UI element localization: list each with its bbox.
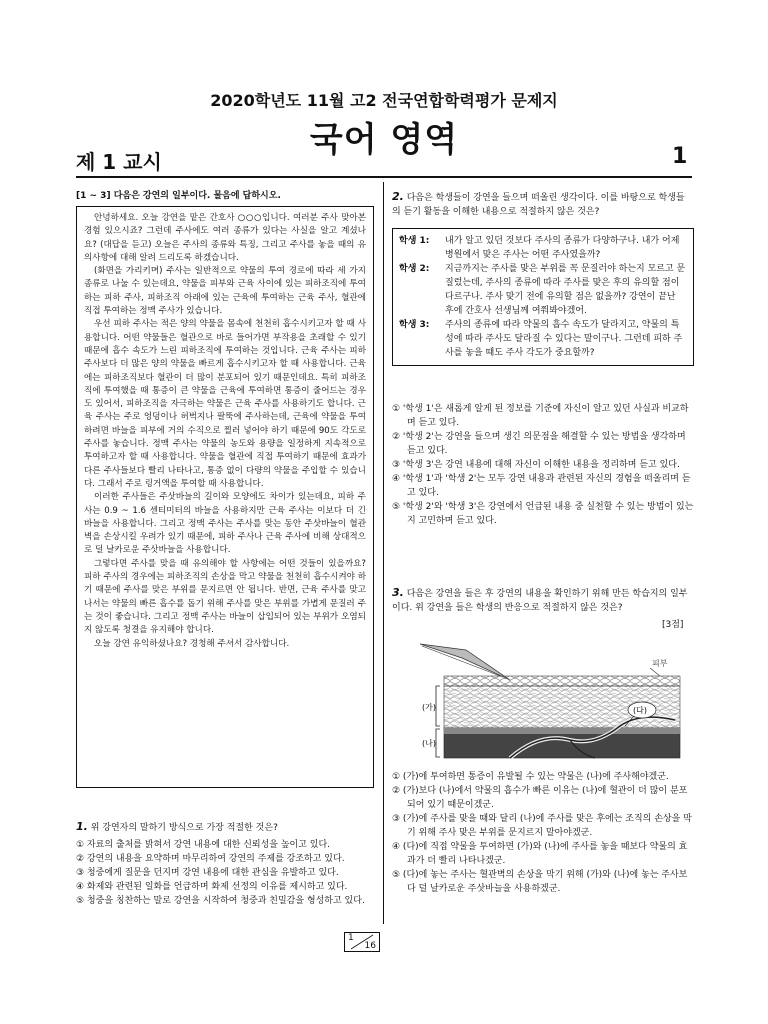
choice-4[interactable]: ④ 화제와 관련된 일화를 언급하며 화제 선정의 이유를 제시하고 있다. <box>76 882 348 892</box>
choice-5[interactable]: ⑤ '학생 2'와 '학생 3'은 강연에서 언급된 내용 중 실천할 수 있는 방법이 있는지 고민하며 듣고 있다. <box>392 502 694 526</box>
passage-paragraph: 그렇다면 주사를 맞을 때 유의해야 할 사항에는 어떤 것들이 있을까요? 피하 주사의 경우에는 피하조직의 손상을 막고 약물을 천천히 흡수시켜야 하기 때문에 주사를 맞은 부위를 문지르면 안 됩니다. 반면, 근육 주사를 맞고 나서는 약물의 빠른 흡수를 돕기 위해 주사를 맞은 부위를 가볍게 문질러 주는 것이 좋습니다. 그리고 정맥 주사는 바늘이 삽입되어 있는 부위가 오염되지 않도록 청결을 유지해야 합니다. <box>84 558 366 636</box>
choice-4[interactable]: ④ '학생 1'과 '학생 2'는 모두 강연 내용과 관련된 자신의 경험을 떠올리며 듣고 있다. <box>392 474 691 498</box>
student-text: 지금까지는 주사를 맞은 부위를 꼭 문질러야 하는지 모르고 문질렀는데, 주사의 종류에 따라 주사를 맞은 후의 유의할 점이 다르구나. 주사 맞기 전에 유의할 점은 없을까? 강연이 끝난 후에 간호사 선생님께 여쭤봐야겠어. <box>445 264 686 316</box>
passage-paragraph: 우선 피하 주사는 적은 양의 약물을 몸속에 천천히 흡수시키고자 할 때 사용합니다. 어떤 약물들은 혈관으로 바로 들어가면 부작용을 초래할 수 있기 때문에 흡수 속도가 느린 피하조직에 투여하는 것입니다. 근육 주사는 피하 주사보다 더 많은 양의 약물을 빠르게 흡수시키고자 할 때 사용합니다. 근육에는 피하조직보다 혈관이 더 많이 분포되어 있기 때문인데요. 특히 피하조직에 투여했을 때 통증이 큰 약물을 근육에 투여하면 통증이 줄어드는 경우도 있어서, 피하조직을 자극하는 약물은 근육 주사를 사용하기도 합니다. 근육 주사는 주로 엉덩이나 허벅지나 팔뚝에 주사하는데, 근육에 약물을 투여하려면 바늘을 피부에 거의 수직으로 찔러 넣어야 하기 때문에 90도 각도로 주사를 놓습니다. 정맥 주사는 약물의 농도와 용량을 일정하게 지속적으로 투여하고자 할 때 사용합니다. 약물을 혈관에 직접 투여하기 때문에 효과가 다른 주사들보다 빨리 나타나고, 통증 없이 다량의 약물을 주입할 수 있습니다. 그래서 주로 링거액을 투여할 때 사용합니다. <box>84 319 366 489</box>
lecture-passage <box>76 206 374 788</box>
student-label: 학생 1: <box>399 236 430 246</box>
student-thoughts-box <box>392 228 694 366</box>
student-label: 학생 2: <box>399 264 430 274</box>
footer-total-pages: 16 <box>364 941 376 951</box>
choice-4[interactable]: ④ (다)에 직접 약물을 투여하면 (가)와 (나)에 주사를 놓을 때보다 약물의 효과가 더 빨리 나타나겠군. <box>392 842 688 866</box>
instruction: [1 ~ 3] 다음은 강연의 일부이다. 물음에 답하시오. <box>76 191 281 201</box>
question-stem: 다음은 학생들이 강연을 들으며 떠올린 생각이다. 이를 바탕으로 학생들의 듣기 활동을 이해한 내용으로 적절하지 않은 것은? <box>392 193 685 217</box>
choice-3[interactable]: ③ 청중에게 질문을 던지며 강연 내용에 대한 관심을 유발하고 있다. <box>76 868 339 878</box>
points-label: [3점] <box>662 620 684 630</box>
student-2 <box>399 262 687 318</box>
student-label: 학생 3: <box>399 320 430 330</box>
choice-5[interactable]: ⑤ 청중을 칭찬하는 말로 강연을 시작하여 청중과 친밀감을 형성하고 있다. <box>76 896 365 906</box>
exam-subtitle: 2020학년도 11월 고2 전국연합학력평가 문제지 <box>210 91 558 110</box>
label-ga: (가) <box>422 703 436 712</box>
question-1 <box>76 820 376 908</box>
choice-3[interactable]: ③ '학생 3'은 강연 내용에 대해 자신이 이해한 내용을 정리하며 듣고 있다. <box>392 460 680 470</box>
page-number: 1 <box>672 144 688 169</box>
label-na: (나) <box>422 739 436 748</box>
student-text: 내가 알고 있던 것보다 주사의 종류가 다양하구나. 내가 어제 병원에서 맞은 주사는 어떤 주사였을까? <box>445 236 680 260</box>
choice-2[interactable]: ② '학생 2'는 강연을 들으며 생긴 의문점을 해결할 수 있는 방법을 생각하며 듣고 있다. <box>392 432 686 456</box>
question-number: 1. <box>76 820 88 833</box>
choice-2[interactable]: ② (가)보다 (나)에서 약물의 흡수가 빠른 이유는 (나)에 혈관이 더 많이 분포되어 있기 때문이겠군. <box>392 786 688 810</box>
footer-current-page: 1 <box>348 933 354 943</box>
column-divider <box>383 182 384 924</box>
skin-label: 피부 <box>652 659 668 668</box>
label-da: (다) <box>633 706 647 715</box>
choice-5[interactable]: ⑤ (다)에 놓는 주사는 혈관벽의 손상을 막기 위해 (가)와 (나)에 놓는 주사보다 덜 날카로운 주삿바늘을 사용하겠군. <box>392 870 688 894</box>
question-stem: 다음은 강연을 들은 후 강연의 내용을 확인하기 위해 만든 학습지의 일부이다. 위 강연을 들은 학생의 반응으로 적절하지 않은 것은? <box>392 589 688 613</box>
student-3 <box>399 318 687 360</box>
question-2-choices <box>392 402 694 528</box>
choice-1[interactable]: ① 자료의 출처를 밝혀서 강연 내용에 대한 신뢰성을 높이고 있다. <box>76 840 331 850</box>
header-rule <box>76 176 692 178</box>
needle-icon <box>420 644 510 680</box>
question-stem: 위 강연자의 말하기 방식으로 가장 적절한 것은? <box>90 823 278 833</box>
passage-paragraph: 오늘 강연 유익하셨나요? 경청해 주셔서 감사합니다. <box>94 638 290 649</box>
choice-1[interactable]: ① (가)에 투여하면 통증이 유발될 수 있는 약물은 (나)에 주사해야겠군. <box>392 772 669 782</box>
question-3-stem <box>392 586 694 615</box>
passage-paragraph: 이러한 주사들은 주삿바늘의 길이와 모양에도 차이가 있는데요, 피하 주사는 0.9 ~ 1.6 센티미터의 바늘을 사용하지만 근육 주사는 이보다 더 긴 바늘을 사용합니다. 그리고 정맥 주사는 주사를 맞는 동안 주삿바늘이 혈관벽을 손상시킬 우려가 있기 때문에, 피하 주사나 근육 주사에 비해 상대적으로 덜 날카로운 주삿바늘을 사용합니다. <box>84 492 366 556</box>
skin-surface-layer <box>444 676 680 686</box>
question-2-stem <box>392 190 692 219</box>
skin-layers-figure <box>420 636 690 766</box>
passage-paragraph: 안녕하세요. 오늘 강연을 맡은 간호사 ○○○입니다. 여러분 주사 맞아본 경험 있으시죠? 그런데 주사에도 여러 종류가 있다는 사실을 알고 계셨나요? (대답을 듣고) 오늘은 주사의 종류와 특징, 그리고 주사를 놓을 때의 유의사항에 대해 알려 드리도록 하겠습니다. <box>84 213 366 263</box>
question-3-choices <box>392 770 694 896</box>
session-label: 제 1 교시 <box>76 150 162 174</box>
passage-paragraph: (화면을 가리키며) 주사는 일반적으로 약물의 투여 경로에 따라 세 가지 종류로 나눌 수 있는데요, 약물을 피부와 근육 사이에 있는 피하조직에 투여하는 피하 주사, 피하조직 아래에 있는 근육에 투여하는 근육 주사, 혈관에 직접 투여하는 정맥 주사가 있습니다. <box>84 266 366 317</box>
question-number: 3. <box>392 586 404 599</box>
choice-3[interactable]: ③ (가)에 주사를 맞을 때와 달리 (나)에 주사를 맞은 후에는 조직의 손상을 막기 위해 주사 맞은 부위를 문지르지 말아야겠군. <box>392 814 692 838</box>
student-text: 주사의 종류에 따라 약물의 흡수 속도가 달라지고, 약물의 특성에 따라 주사도 달라질 수 있다는 말이구나. 그런데 피하 주사를 놓을 때도 주사 각도가 중요할까? <box>445 320 683 358</box>
question-number: 2. <box>392 190 404 203</box>
footer-page-indicator <box>344 932 380 952</box>
choice-1[interactable]: ① '학생 1'은 새롭게 알게 된 정보를 기준에 자신이 알고 있던 사실과 비교하며 듣고 있다. <box>392 404 689 428</box>
student-1 <box>399 234 687 262</box>
choice-2[interactable]: ② 강연의 내용을 요약하며 마무리하여 강연의 주제를 강조하고 있다. <box>76 854 345 864</box>
exam-title: 국어 영역 <box>309 120 459 160</box>
